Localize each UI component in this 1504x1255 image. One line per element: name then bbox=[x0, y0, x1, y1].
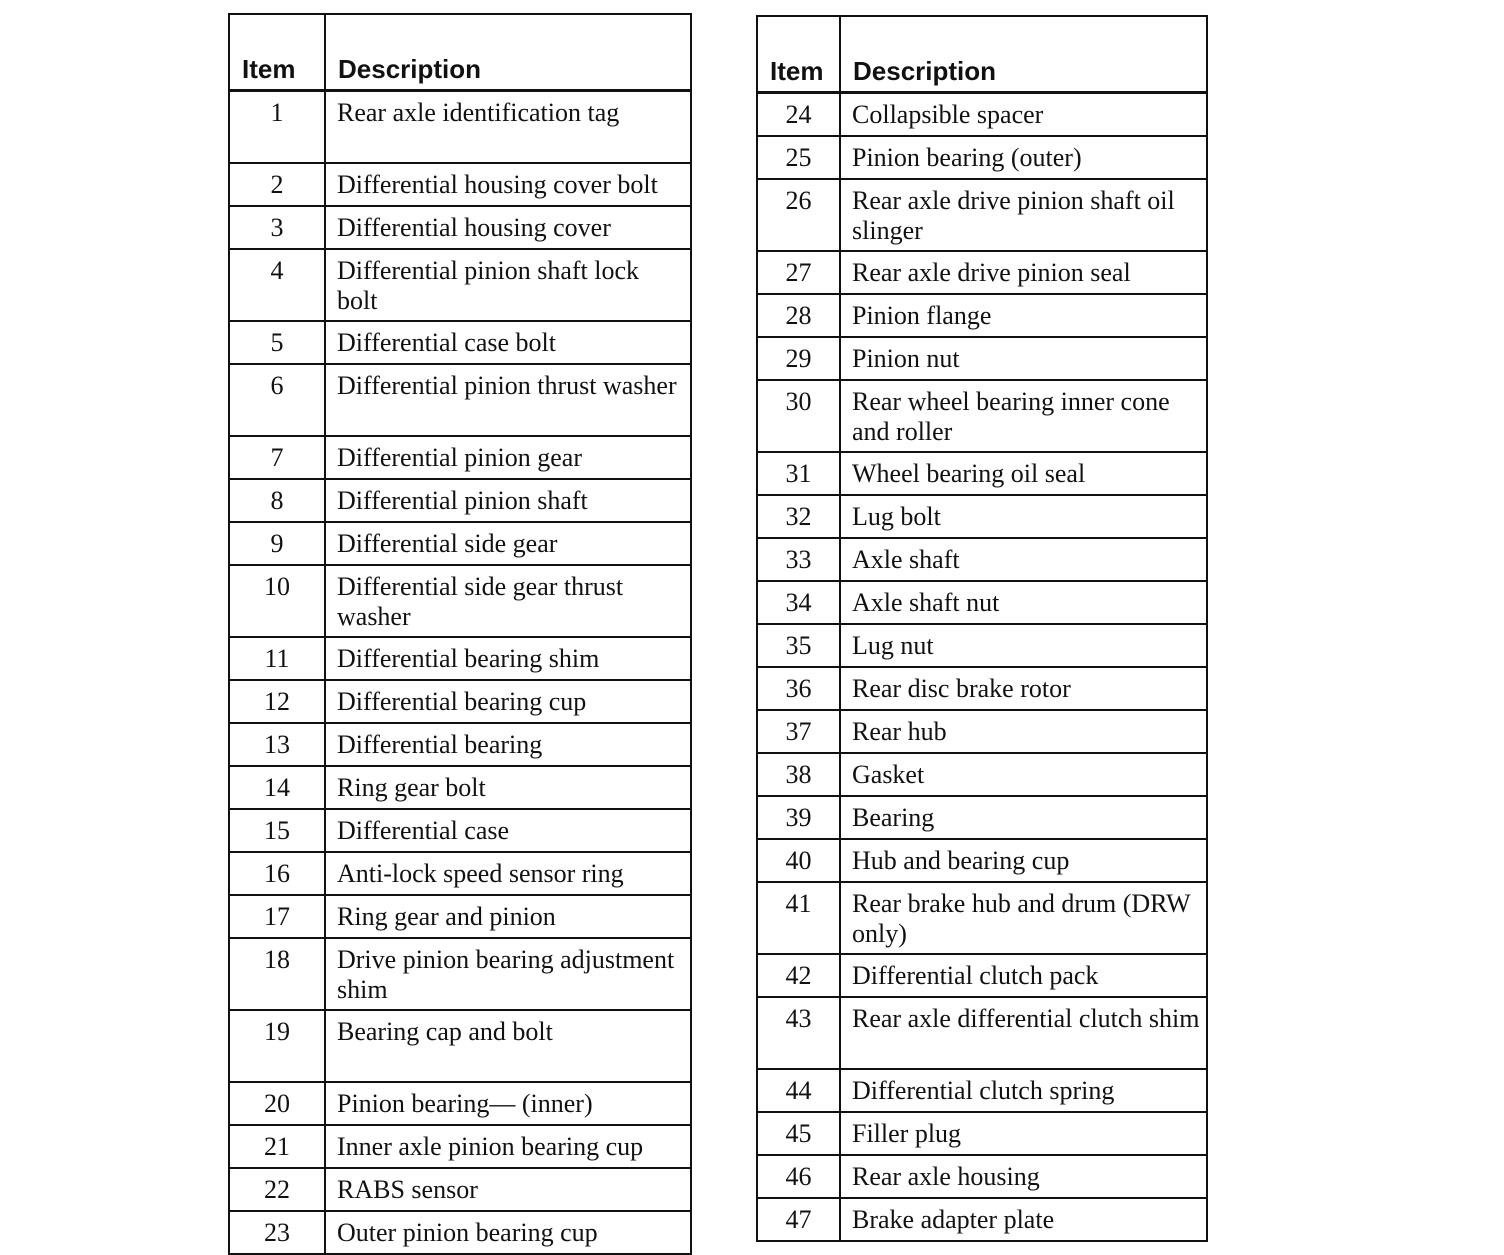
table-row bbox=[757, 495, 1207, 538]
item-number: 21 bbox=[229, 1125, 325, 1168]
item-number: 30 bbox=[757, 380, 840, 452]
table-row bbox=[757, 294, 1207, 337]
item-number: 3 bbox=[229, 206, 325, 249]
item-description: Ring gear bolt bbox=[325, 766, 691, 809]
item-description: Ring gear and pinion bbox=[325, 895, 691, 938]
item-number: 37 bbox=[757, 710, 840, 753]
item-number: 6 bbox=[229, 364, 325, 436]
table-row bbox=[757, 997, 1207, 1069]
item-number: 26 bbox=[757, 179, 840, 251]
item-description: Collapsible spacer bbox=[840, 93, 1207, 137]
item-description: Pinion nut bbox=[840, 337, 1207, 380]
item-description: Hub and bearing cup bbox=[840, 839, 1207, 882]
item-description: Differential bearing shim bbox=[325, 637, 691, 680]
item-description: Rear wheel bearing inner cone and roller bbox=[840, 380, 1207, 452]
table-row bbox=[757, 796, 1207, 839]
table-row bbox=[757, 954, 1207, 997]
table-row bbox=[229, 91, 691, 164]
table-row bbox=[229, 1168, 691, 1211]
table-row bbox=[757, 93, 1207, 137]
table-row bbox=[229, 895, 691, 938]
item-description: Pinion bearing— (inner) bbox=[325, 1082, 691, 1125]
item-number: 11 bbox=[229, 637, 325, 680]
item-number: 25 bbox=[757, 136, 840, 179]
item-number: 15 bbox=[229, 809, 325, 852]
table-row bbox=[229, 938, 691, 1010]
item-number: 35 bbox=[757, 624, 840, 667]
item-description: Differential pinion gear bbox=[325, 436, 691, 479]
table-row bbox=[757, 452, 1207, 495]
table-row bbox=[229, 1211, 691, 1254]
table-row bbox=[757, 753, 1207, 796]
item-number: 1 bbox=[229, 91, 325, 164]
table-row bbox=[757, 710, 1207, 753]
item-description: Differential side gear thrust washer bbox=[325, 565, 691, 637]
item-number: 44 bbox=[757, 1069, 840, 1112]
item-description: Anti-lock speed sensor ring bbox=[325, 852, 691, 895]
table-row bbox=[229, 163, 691, 206]
parts-table-left bbox=[228, 13, 692, 1255]
item-description: Drive pinion bearing adjustment shim bbox=[325, 938, 691, 1010]
item-column-header: Item bbox=[229, 14, 325, 91]
table-row bbox=[229, 364, 691, 436]
item-description: Axle shaft nut bbox=[840, 581, 1207, 624]
item-description: Axle shaft bbox=[840, 538, 1207, 581]
item-number: 36 bbox=[757, 667, 840, 710]
table-row bbox=[757, 882, 1207, 954]
item-number: 24 bbox=[757, 93, 840, 137]
item-number: 8 bbox=[229, 479, 325, 522]
description-column-header: Description bbox=[840, 16, 1207, 93]
header-row bbox=[229, 14, 691, 91]
item-description: Differential pinion shaft lock bolt bbox=[325, 249, 691, 321]
item-description: RABS sensor bbox=[325, 1168, 691, 1211]
item-number: 32 bbox=[757, 495, 840, 538]
item-description: Rear axle identification tag bbox=[325, 91, 691, 164]
item-number: 29 bbox=[757, 337, 840, 380]
item-description: Differential housing cover bbox=[325, 206, 691, 249]
item-number: 43 bbox=[757, 997, 840, 1069]
table-row bbox=[229, 766, 691, 809]
description-column-header: Description bbox=[325, 14, 691, 91]
item-description: Rear brake hub and drum (DRW only) bbox=[840, 882, 1207, 954]
item-number: 28 bbox=[757, 294, 840, 337]
item-number: 22 bbox=[229, 1168, 325, 1211]
item-number: 9 bbox=[229, 522, 325, 565]
table-row bbox=[229, 522, 691, 565]
item-number: 23 bbox=[229, 1211, 325, 1254]
item-description: Lug nut bbox=[840, 624, 1207, 667]
table-row bbox=[229, 809, 691, 852]
item-number: 18 bbox=[229, 938, 325, 1010]
item-number: 16 bbox=[229, 852, 325, 895]
item-description: Differential bearing cup bbox=[325, 680, 691, 723]
item-description: Rear axle housing bbox=[840, 1155, 1207, 1198]
table-row bbox=[757, 251, 1207, 294]
parts-table-right bbox=[756, 15, 1208, 1242]
item-description: Gasket bbox=[840, 753, 1207, 796]
item-number: 38 bbox=[757, 753, 840, 796]
item-number: 13 bbox=[229, 723, 325, 766]
item-description: Filler plug bbox=[840, 1112, 1207, 1155]
item-description: Rear axle drive pinion shaft oil slinger bbox=[840, 179, 1207, 251]
item-number: 5 bbox=[229, 321, 325, 364]
table-row bbox=[229, 680, 691, 723]
table-row bbox=[229, 1082, 691, 1125]
item-description: Wheel bearing oil seal bbox=[840, 452, 1207, 495]
item-number: 39 bbox=[757, 796, 840, 839]
table-row bbox=[229, 1010, 691, 1082]
item-number: 14 bbox=[229, 766, 325, 809]
item-description: Differential clutch spring bbox=[840, 1069, 1207, 1112]
item-description: Differential case bolt bbox=[325, 321, 691, 364]
table-row bbox=[229, 637, 691, 680]
item-description: Rear disc brake rotor bbox=[840, 667, 1207, 710]
item-number: 40 bbox=[757, 839, 840, 882]
item-number: 34 bbox=[757, 581, 840, 624]
table-row bbox=[229, 321, 691, 364]
item-description: Inner axle pinion bearing cup bbox=[325, 1125, 691, 1168]
item-description: Outer pinion bearing cup bbox=[325, 1211, 691, 1254]
item-column-header: Item bbox=[757, 16, 840, 93]
item-number: 31 bbox=[757, 452, 840, 495]
item-number: 2 bbox=[229, 163, 325, 206]
table-row bbox=[757, 380, 1207, 452]
item-description: Rear hub bbox=[840, 710, 1207, 753]
item-description: Lug bolt bbox=[840, 495, 1207, 538]
table-row bbox=[757, 839, 1207, 882]
header-row bbox=[757, 16, 1207, 93]
item-description: Differential bearing bbox=[325, 723, 691, 766]
table-row bbox=[757, 624, 1207, 667]
item-number: 4 bbox=[229, 249, 325, 321]
item-description: Differential housing cover bolt bbox=[325, 163, 691, 206]
table-row bbox=[229, 206, 691, 249]
table-row bbox=[757, 1069, 1207, 1112]
item-number: 20 bbox=[229, 1082, 325, 1125]
item-description: Differential pinion thrust washer bbox=[325, 364, 691, 436]
item-number: 27 bbox=[757, 251, 840, 294]
item-description: Pinion bearing (outer) bbox=[840, 136, 1207, 179]
item-description: Differential side gear bbox=[325, 522, 691, 565]
item-description: Bearing bbox=[840, 796, 1207, 839]
table-row bbox=[757, 337, 1207, 380]
table-row bbox=[757, 667, 1207, 710]
item-number: 45 bbox=[757, 1112, 840, 1155]
item-number: 47 bbox=[757, 1198, 840, 1241]
item-description: Bearing cap and bolt bbox=[325, 1010, 691, 1082]
item-description: Differential pinion shaft bbox=[325, 479, 691, 522]
table-row bbox=[757, 136, 1207, 179]
table-row bbox=[229, 723, 691, 766]
table-row bbox=[229, 852, 691, 895]
table-row bbox=[229, 436, 691, 479]
item-number: 41 bbox=[757, 882, 840, 954]
table-row bbox=[757, 538, 1207, 581]
item-number: 17 bbox=[229, 895, 325, 938]
item-description: Rear axle drive pinion seal bbox=[840, 251, 1207, 294]
item-number: 46 bbox=[757, 1155, 840, 1198]
item-description: Pinion flange bbox=[840, 294, 1207, 337]
table-row bbox=[757, 179, 1207, 251]
item-number: 7 bbox=[229, 436, 325, 479]
table-row bbox=[757, 1155, 1207, 1198]
table-row bbox=[229, 565, 691, 637]
item-number: 42 bbox=[757, 954, 840, 997]
item-number: 10 bbox=[229, 565, 325, 637]
table-row bbox=[229, 1125, 691, 1168]
item-number: 19 bbox=[229, 1010, 325, 1082]
table-row bbox=[229, 479, 691, 522]
item-description: Brake adapter plate bbox=[840, 1198, 1207, 1241]
table-row bbox=[757, 1112, 1207, 1155]
item-number: 33 bbox=[757, 538, 840, 581]
item-description: Differential clutch pack bbox=[840, 954, 1207, 997]
item-description: Differential case bbox=[325, 809, 691, 852]
item-description: Rear axle differential clutch shim bbox=[840, 997, 1207, 1069]
table-row bbox=[757, 581, 1207, 624]
item-number: 12 bbox=[229, 680, 325, 723]
table-row bbox=[229, 249, 691, 321]
